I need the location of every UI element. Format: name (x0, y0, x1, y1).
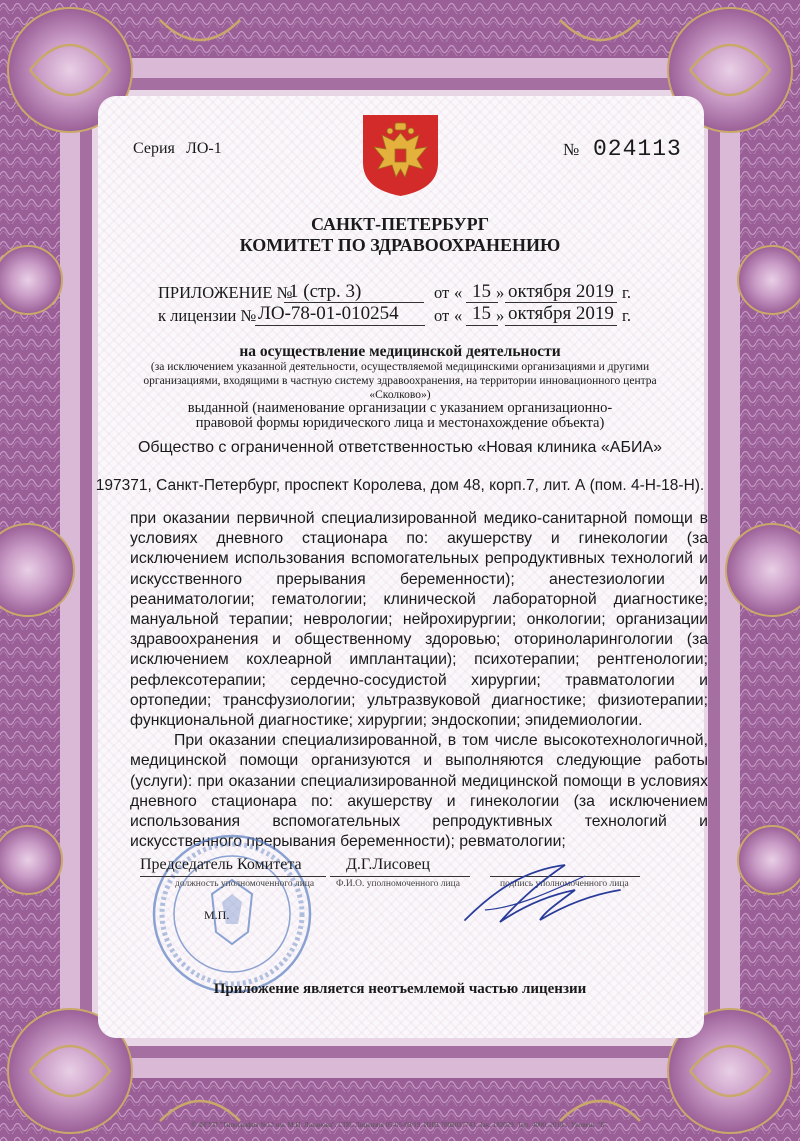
committee-heading: КОМИТЕТ ПО ЗДРАВООХРАНЕНИЮ (239, 235, 561, 255)
appendix-number: 1 (стр. 3) (289, 281, 362, 302)
license-month-year: октября 2019 (508, 303, 614, 324)
stamp-place: М.П. (204, 908, 230, 922)
from-label-2: от (434, 306, 450, 325)
appendix-month-year: октября 2019 (508, 281, 614, 302)
issued-caption-2: правовой формы юридического лица и местонахождение объекта) (195, 415, 605, 431)
quote-close: » (496, 283, 505, 302)
services-paragraph-2: При оказании специализированной, в том числе высокотехнологичной, медицинской помощи организуются и выполняются следующие работы (услуги): при оказании специализированной медицинской помощи в условиях дневного стационара по: акушерству и гинекологии (за исключением использования вспомогательных репродуктивных технологий и искусственного прерывания беременности); ревматологии; (130, 732, 708, 851)
appendix-day: 15 (472, 281, 491, 302)
city-heading: САНКТ-ПЕТЕРБУРГ (310, 214, 490, 234)
services-paragraph-1: при оказании первичной специализированной медико-санитарной помощи в условиях дневного стационара по: акушерству и гинекологии (за исключением использования вспомогательных репродуктивных технологий и искусственного прерывания беременности); анестезиологии и реаниматологии; гематологии; клинической лабораторной диагностике; мануальной терапии; неврологии; нейрохирургии; онкологии; организации здравоохранения и общественному здоровью; оториноларингологии (за исключением кохлеарной имплантации); психотерапии; рентгенологии; рефлексотерапии; сердечно-сосудистой хирургии; травматологии и ортопедии; трансфузиологии; ультразвуковой диагностике; физиотерапии; функциональной диагностике; хирургии; эндоскопии; эпидемиологии. (130, 510, 708, 730)
series-value: ЛО-1 (186, 140, 222, 157)
printer-imprint: © ФГУП "Типография №12 им. М.И. Лоханова". СПб. Лицензия 05-05-09/19. ИНН 7808037743. Зак. 182029. Тир. 4000. 2018 г. Уровень "Б". (191, 1121, 609, 1129)
series-label: Серия (133, 140, 175, 157)
activity-note-3: «Сколково») (369, 389, 431, 401)
license-label: к лицензии № (158, 306, 257, 325)
organization-address: 197371, Санкт-Петербург, проспект Королева, дом 48, корп.7, лит. А (пом. 4-Н-18-Н). (95, 477, 705, 494)
signatory-position: Председатель Комитета (140, 856, 302, 873)
organization-name: Общество с ограниченной ответственностью «Новая клиника «АБИА» (137, 439, 663, 456)
year-suffix: г. (622, 283, 632, 302)
signatory-name: Д.Г.Лисовец (346, 856, 430, 873)
quote-open-2: « (454, 306, 463, 325)
issued-caption-1: выданной (наименование организации с указанием организационно- (187, 400, 613, 416)
sign-caption: подпись уполномоченного лица (500, 879, 629, 889)
quote-close-2: » (496, 306, 505, 325)
quote-open: « (454, 283, 463, 302)
coat-of-arms-emblem (357, 111, 444, 198)
position-caption: должность уполномоченного лица (175, 879, 315, 889)
services-list (130, 509, 708, 852)
form-number: 024113 (593, 136, 682, 162)
activity-note-1: (за исключением указанной деятельности, осуществляемой медицинскими организациями и другими (150, 361, 650, 373)
appendix-label: ПРИЛОЖЕНИЕ № (158, 283, 293, 302)
license-number: ЛО-78-01-010254 (258, 303, 399, 324)
handwritten-signature (455, 850, 630, 930)
activity-note-2: организациями, входящими в частную систему здравоохранения, на территории инновационного центра (143, 375, 657, 387)
license-day: 15 (472, 303, 491, 324)
activity-title: на осуществление медицинской деятельности (239, 343, 561, 360)
appendix-footer-note: Приложение является неотъемлемой частью лицензии (213, 981, 587, 997)
from-label: от (434, 283, 450, 302)
name-caption: Ф.И.О. уполномоченного лица (336, 879, 460, 889)
number-sign: № (563, 140, 580, 159)
year-suffix-2: г. (622, 306, 632, 325)
